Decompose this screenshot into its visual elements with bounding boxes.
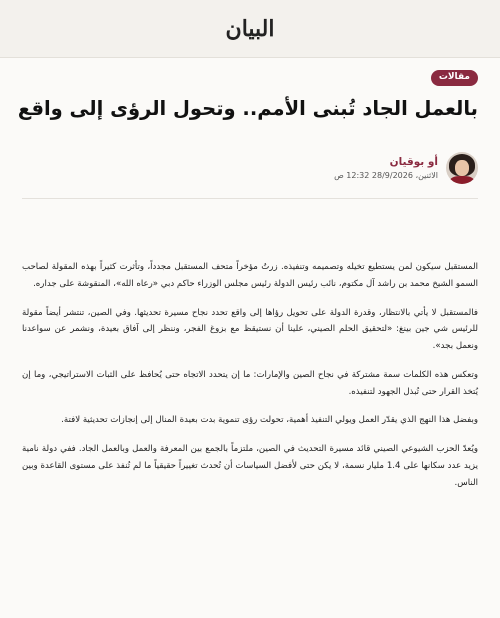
article-paragraph: وبفضل هذا النهج الذي يقدّر العمل ويولي التنفيذ أهمية، تحولت رؤى تنموية بدت بعيدة المنال إلى إنجازات تحديثية لافتة. (61, 415, 478, 426)
author-avatar[interactable] (446, 152, 478, 184)
avatar-shoulder (450, 176, 474, 184)
article-title: بالعمل الجاد تُبنى الأمم.. وتحول الرؤى إلى واقع (17, 96, 478, 120)
article-paragraph: وتعكس هذه الكلمات سمة مشتركة في نجاح الصين والإمارات: ما إن يتحدد الاتجاه حتى يُحافظ على الثبات الاستراتيجي، وما إن يُتخذ القرار حتى تُبذل الجهود لتنفيذه. (22, 369, 478, 397)
author-name[interactable]: أو بوقيان (389, 156, 438, 169)
article-paragraph: ويُعدّ الحزب الشيوعي الصيني قائد مسيرة التحديث في الصين، ملتزماً بالجمع بين المعرفة والعمل وبالعمل الجاد. ففي دولة نامية يزيد عدد سكانها على 1.4 مليار نسمة، لا يكن حتى لأفضل السياسات أن تُحدث تغييراً حقيقياً ما لم تُنفذ على مستوى القاعدة وبين الناس. (22, 444, 478, 488)
header-divider (22, 198, 478, 199)
author-meta (334, 156, 438, 180)
category-row (22, 70, 478, 86)
site-header (0, 0, 500, 58)
site-logo[interactable]: البيان (225, 15, 275, 42)
publish-date: الاثنين، 28/9/2026 12:32 ص (334, 171, 438, 181)
article-paragraph: المستقبل سيكون لمن يستطيع تخيله وتصميمه وتنفيذه. زرتُ مؤخراً متحف المستقبل مجدداً، وتأثرت كثيراً بهذه المقولة لصاحب السمو الشيخ محمد بن راشد آل مكتوم، نائب رئيس الدولة رئيس مجلس الوزراء حاكم دبي «رعاه الله»، المنقوشة على جداره. (22, 262, 478, 289)
article-main (0, 58, 500, 491)
category-badge[interactable]: مقالات (431, 70, 478, 86)
avatar-face (455, 160, 469, 176)
article-paragraph: فالمستقبل لا يأتي بالانتظار، وقدرة الدولة على تحويل رؤاها إلى واقع تحدد نجاح مسيرة تحديثها. وفي الصين، تنتشر أيضاً مقولة للرئيس شي جين بينغ: «لتحقيق الحلم الصيني، علينا أن نستيقظ مع بزوغ الفجر، وننظر إلى آفاق بعيدة، ونشمر عن سواعدنا ونعمل بجد». (22, 307, 478, 352)
article-body (22, 259, 478, 491)
author-byline (22, 152, 478, 184)
